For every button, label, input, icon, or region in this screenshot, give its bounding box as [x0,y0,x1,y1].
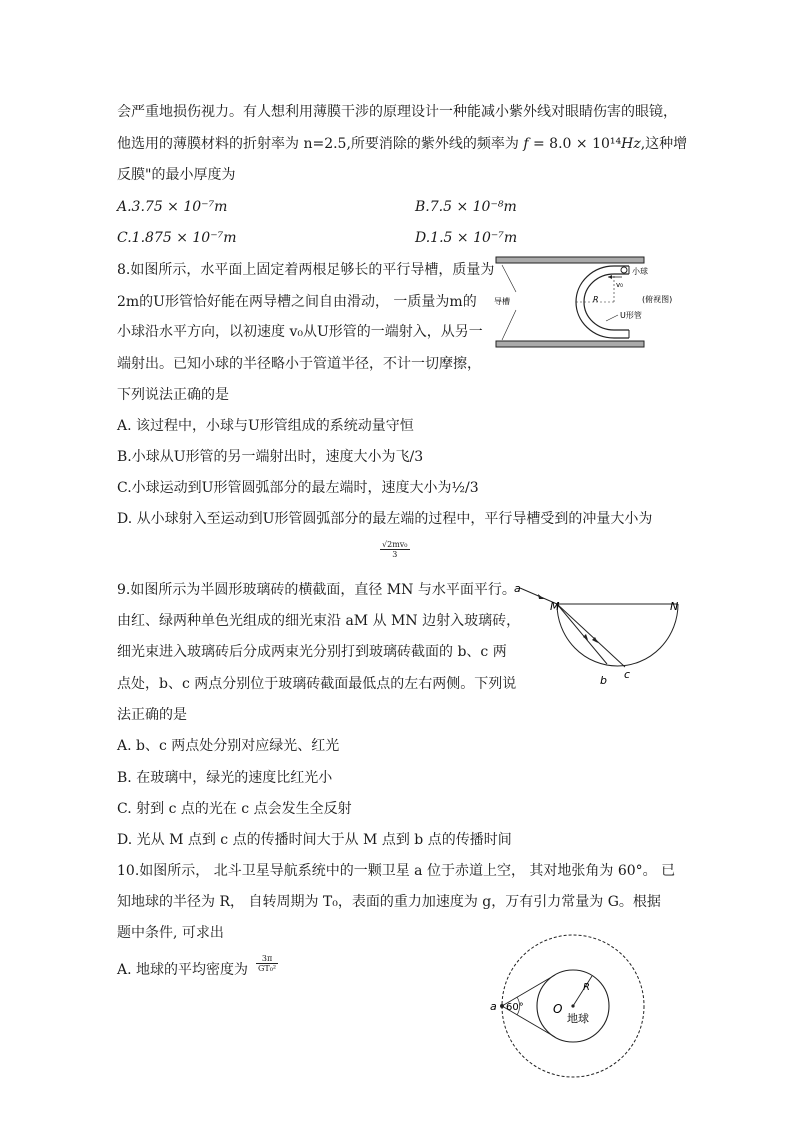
q8-stem-line-5: 下列说法正确的是 [117,387,229,403]
q10-stem-line-2: 知地球的半径为 R， 自转周期为 T₀，表面的重力加速度为 g，万有引力常量为 G。根据 [117,894,661,910]
q8-stem-line-1: 8.如图所示，水平面上固定着两根足够长的平行导槽，质量为 [117,262,495,278]
q7-option-b: B.7.5 × 10⁻⁸𝑚 [415,199,517,215]
q9-label-b: b [600,674,607,687]
q8-label-ball: 小球 [632,267,648,276]
q8-stem-line-4: 端射出。已知小球的半径略小于管道半径，不计一切摩擦， [117,356,481,372]
q8-stem-line-2: 2m的U形管恰好能在两导槽之间自由滑动， 一质量为m的 [117,294,477,310]
q10-label-O: O [553,1002,563,1016]
q10-figure [485,930,665,1080]
q10-stem-line-3: 题中条件, 可求出 [117,925,224,941]
q8-option-d: D. 从小球射入至运动到U形管圆弧部分的最左端的过程中，平行导槽受到的冲量大小为 [117,511,653,527]
q9-stem-line-4: 点处，b、c 两点分别位于玻璃砖截面最低点的左右两侧。下列说 [117,676,517,692]
q7-option-d: D.1.5 × 10⁻⁷𝑚 [415,230,518,246]
q9-option-b: B. 在玻璃中，绿光的速度比红光小 [117,770,333,786]
q7-stem-line-2: 他选用的薄膜材料的折射率为 n=2.5,所要消除的紫外线的频率为 𝑓 = 8.0 × 10¹⁴𝐻𝑧,这种增 [117,136,688,152]
q9-label-M: M [550,600,560,613]
q9-label-N: N [670,600,679,613]
q10-frac-denominator: GT₀² [258,964,277,973]
q10-frac-numerator: 3π [256,954,278,964]
q9-option-a: A. b、c 两点处分别对应绿光、红光 [117,738,340,754]
q9-stem-line-1: 9.如图所示为半圆形玻璃砖的横截面，直径 MN 与水平面平行。 [117,582,516,598]
q10-label-a: a [490,1000,497,1013]
q10-stem-line-1: 10.如图所示， 北斗卫星导航系统中的一颗卫星 a 位于赤道上空， 其对地张角为 60°。 已 [117,863,676,879]
q9-figure [512,580,692,690]
q9-stem-line-5: 法正确的是 [117,707,187,723]
q9-stem-line-3: 细光束进入玻璃砖后分成两束光分别打到玻璃砖截面的 b、c 两 [117,644,507,660]
q7-stem-line-1: 会严重地损伤视力。有人想利用薄膜干涉的原理设计一种能减小紫外线对眼睛伤害的眼镜， [117,104,677,120]
q8-label-R: R [593,295,599,304]
q8-option-c: C.小球运动到U形管圆弧部分的最左端时，速度大小为½/3 [117,480,479,496]
q10-label-angle: 60° [506,1002,524,1013]
q8-upper-groove [496,257,644,263]
q9-label-c: c [624,668,631,681]
q8-lower-groove [496,341,644,347]
q8-frac-denominator: 3 [392,550,398,559]
q8-option-d-fraction [380,540,410,559]
q10-label-earth: 地球 [567,1012,589,1025]
q8-figure [494,252,700,354]
q8-stem-line-3: 小球沿水平方向，以初速度 v₀从U形管的一端射入，从另一 [117,324,483,340]
q8-label-groove: 导槽 [494,297,510,306]
q9-semicircle-arc [557,604,678,666]
q8-option-b: B.小球从U形管的另一端射出时，速度大小为飞/3 [117,449,424,465]
q8-frac-numerator: √2mv₀ [382,540,408,549]
q9-stem-line-2: 由红、绿两种单色光组成的细光束沿 aM 从 MN 边射入玻璃砖， [117,613,521,629]
q9-option-c: C. 射到 c 点的光在 c 点会发生全反射 [117,801,352,817]
q9-label-a: a [514,582,521,595]
q8-label-view: (俯视图) [642,295,673,304]
q10-option-a-fraction [256,954,278,973]
q7-stem-line-3: 反膜"的最小厚度为 [117,167,236,183]
q8-label-v0: v₀ [616,281,623,289]
q10-option-a: A. 地球的平均密度为 [117,962,249,978]
q8-label-utube: U形管 [620,311,642,320]
q10-label-R: R [583,982,590,993]
q8-ball [621,267,627,273]
q9-ray-to-c [557,604,625,667]
q8-option-a: A. 该过程中，小球与U形管组成的系统动量守恒 [117,418,414,434]
q10-satellite [500,1004,504,1008]
q9-option-d: D. 光从 M 点到 c 点的传播时间大于从 M 点到 b 点的传播时间 [117,832,512,848]
q7-option-c: C.1.875 × 10⁻⁷𝑚 [117,230,237,246]
q7-option-a: A.3.75 × 10⁻⁷𝑚 [117,199,228,215]
